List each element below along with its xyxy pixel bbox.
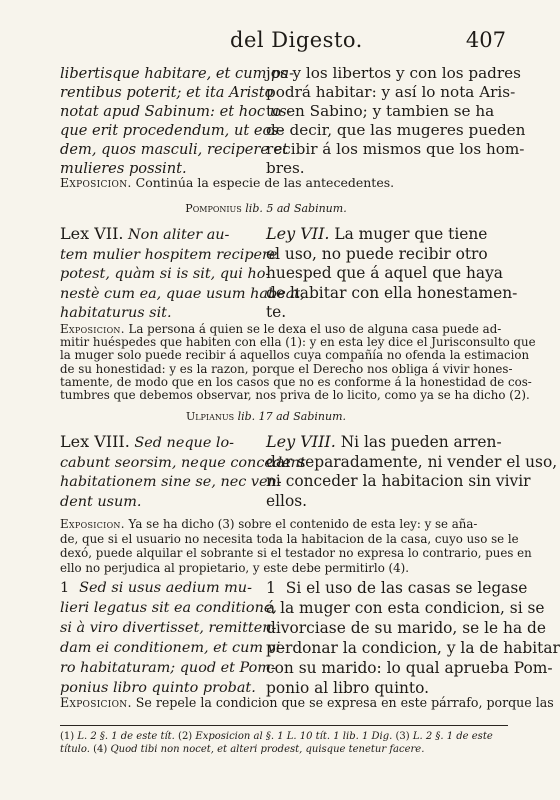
footnotes: [60, 730, 508, 756]
exposicion-line: de su honestidad: y es la razon, porque el Derecho nos obliga á vivir hones-: [60, 361, 513, 376]
latin-line: dent usum.: [60, 493, 142, 510]
spanish-line: podrá habitar: y así lo nota Aris-: [266, 83, 516, 101]
spanish-line: huesped que á aquel que haya: [266, 264, 503, 282]
latin-line: si à viro divertisset, remitten-: [60, 620, 277, 636]
spanish-line: [266, 432, 508, 453]
spanish-line: recibir á los mismos que los hom-: [266, 140, 525, 158]
attribution-source: lib. 5 ad Sabinum.: [241, 202, 347, 215]
lex-heading: Lex VIII.: [60, 432, 130, 451]
latin-line: ro habitaturam; quod et Pom-: [60, 660, 276, 676]
footnote-marker: (4): [89, 744, 111, 755]
latin-text: Sed si usus aedium mu-: [79, 580, 252, 596]
latin-line: notat apud Sabinum: et hoc us-: [60, 103, 292, 120]
latin-column: [60, 578, 286, 698]
spanish-column: [266, 224, 518, 323]
latin-line: cabunt seorsim, neque concedent: [60, 454, 306, 471]
footnote-rule: [60, 725, 508, 726]
footnote-text: título.: [60, 744, 90, 755]
spanish-line: [266, 224, 508, 245]
page-number: 407: [465, 28, 506, 52]
latin-line: habitationem sine se, nec ven-: [60, 474, 282, 490]
spanish-line: te.: [266, 303, 287, 321]
exposicion-paragraph: [60, 175, 508, 190]
spanish-column: [266, 432, 558, 511]
exposicion-line: dexó, puede alquilar el sobrante si el testador no expresa lo contrario, pues en: [60, 546, 532, 561]
spanish-text: Ni las pueden arren-: [335, 433, 502, 451]
exposicion-line: tumbres que debemos observar, nos priva de lo licito, como ya se ha dicho (2).: [60, 388, 530, 403]
parallel-text-block-2: [60, 224, 518, 321]
spanish-text: La muger que tiene: [329, 225, 488, 243]
spanish-line: el uso, no puede recibir otro: [266, 244, 488, 263]
exposicion-line: tamente, de modo que en los casos que no es conforme á la honestidad de cos-: [60, 374, 532, 389]
latin-line: habitaturus sit.: [60, 305, 172, 321]
spanish-line: de decir, que las mugeres pueden: [266, 121, 526, 139]
exposicion-paragraph: [60, 517, 532, 575]
footnote-marker: (1): [60, 731, 78, 742]
exposicion-paragraph: [60, 695, 554, 710]
exposicion-line: de, que si el usuario no necesita toda la habitacion de la casa, cuyo uso se le: [60, 531, 519, 546]
lex-heading: Lex VII.: [60, 224, 124, 243]
exposicion-line: la muger solo puede recibir á aquellos cuya compañía no ofenda la estimacion: [60, 348, 530, 363]
latin-line: que erit procedendum, ut eos-: [60, 122, 284, 139]
footnote-line: [60, 730, 508, 743]
source-attribution: [0, 202, 532, 215]
footnote-text: L. 2 §. 1 de este tít.: [77, 731, 175, 742]
spanish-line: to en Sabino; y tambien se ha: [266, 102, 495, 120]
latin-line: [60, 224, 252, 246]
parallel-text-block-3: [60, 432, 558, 510]
spanish-line: perdonar la condicion, y la de habitar: [266, 639, 560, 657]
spanish-line: de habitar con ella honestamen-: [266, 283, 518, 302]
exposicion-paragraph: [60, 322, 536, 403]
exposicion-text: Continúa la especie de las antecedentes.: [131, 175, 395, 190]
latin-line: lieri legatus sit ea conditione,: [60, 600, 277, 616]
latin-line: [60, 578, 252, 598]
paragraph-number: 1: [266, 579, 276, 597]
spanish-line: ellos.: [266, 491, 308, 510]
attribution-author: Pomponius: [185, 202, 242, 215]
exposicion-label: Exposicion.: [60, 517, 125, 531]
latin-line: ponius libro quinto probat.: [60, 680, 256, 696]
spanish-text: Si el uso de las casas se legase: [285, 579, 528, 597]
paragraph-number: 1: [60, 580, 70, 596]
spanish-column: [266, 578, 560, 698]
spanish-line: ponio al libro quinto.: [266, 679, 429, 697]
spanish-line: bres.: [266, 159, 305, 177]
exposicion-text: Ya se ha dicho (3) sobre el contenido de esta ley: y se aña-: [124, 517, 478, 531]
attribution-source: lib. 17 ad Sabinum.: [234, 410, 347, 423]
running-header: [60, 28, 506, 56]
spanish-line: divorciase de su marido, se le ha de: [266, 619, 546, 637]
exposicion-line: [60, 517, 508, 532]
attribution-author: Ulpianus: [185, 410, 235, 423]
spanish-line: ni conceder la habitacion sin vivir: [266, 472, 531, 490]
latin-line: dem, quos masculi, recipere et: [60, 141, 289, 158]
ley-heading: Ley VII.: [266, 224, 330, 243]
latin-line: tem mulier hospitem recipere: [60, 246, 278, 263]
latin-line: potest, quàm si is sit, qui ho-: [60, 266, 271, 282]
exposicion-label: Exposicion.: [60, 175, 132, 190]
running-title: del Digesto.: [230, 28, 363, 52]
latin-text: Non aliter au-: [123, 227, 230, 243]
footnote-text: L. 2 §. 1 de este: [412, 731, 493, 742]
ley-heading: Ley VIII.: [266, 432, 336, 451]
exposicion-label: Exposicion.: [60, 322, 125, 336]
latin-line: nestè cum ea, quae usum habeat,: [60, 285, 305, 302]
exposicion-line: mitir huéspedes que habiten con ella (1): y en esta ley dice el Jurisconsulto que: [60, 335, 536, 350]
parallel-text-block-1: [60, 64, 526, 177]
spanish-line: con su marido: lo qual aprueba Pom-: [266, 659, 553, 677]
exposicion-label: Exposicion.: [60, 695, 132, 710]
latin-text: Sed neque lo-: [129, 435, 235, 451]
exposicion-text: La persona á quien se le dexa el uso de alguna casa puede ad-: [124, 322, 502, 336]
footnote-text: Quod tibi non nocet, et alteri prodest, quisque tenetur facere.: [110, 744, 425, 755]
exposicion-text: Se repele la condicion que se expresa en este párrafo, porque las: [131, 695, 554, 710]
spanish-line: á la muger con esta condicion, si se: [266, 599, 545, 617]
parallel-text-block-4: [60, 578, 560, 697]
latin-line: [60, 432, 252, 454]
footnote-text: Exposicion al §. 1 L. 10 tít. 1 lib. 1 Dig.: [195, 731, 393, 742]
source-attribution: [0, 410, 532, 423]
latin-line: libertisque habitare, et cum pa-: [60, 65, 295, 82]
exposicion-line: ello no perjudica al propietario, y este debe permitirlo (4).: [60, 560, 410, 575]
spanish-line: jos y los libertos y con los padres: [266, 64, 521, 82]
latin-line: dam ei conditionem, et cum vi-: [60, 640, 286, 656]
spanish-column: [266, 64, 526, 178]
footnote-marker: (2): [174, 731, 196, 742]
spanish-line: dar separadamente, ni vender el uso,: [266, 452, 558, 471]
footnote-line: [60, 743, 508, 756]
latin-line: rentibus poterit; et ita Aristo: [60, 84, 274, 101]
footnote-marker: (3): [392, 731, 413, 742]
spanish-line: [266, 578, 528, 598]
latin-line: mulieres possint.: [60, 160, 187, 177]
